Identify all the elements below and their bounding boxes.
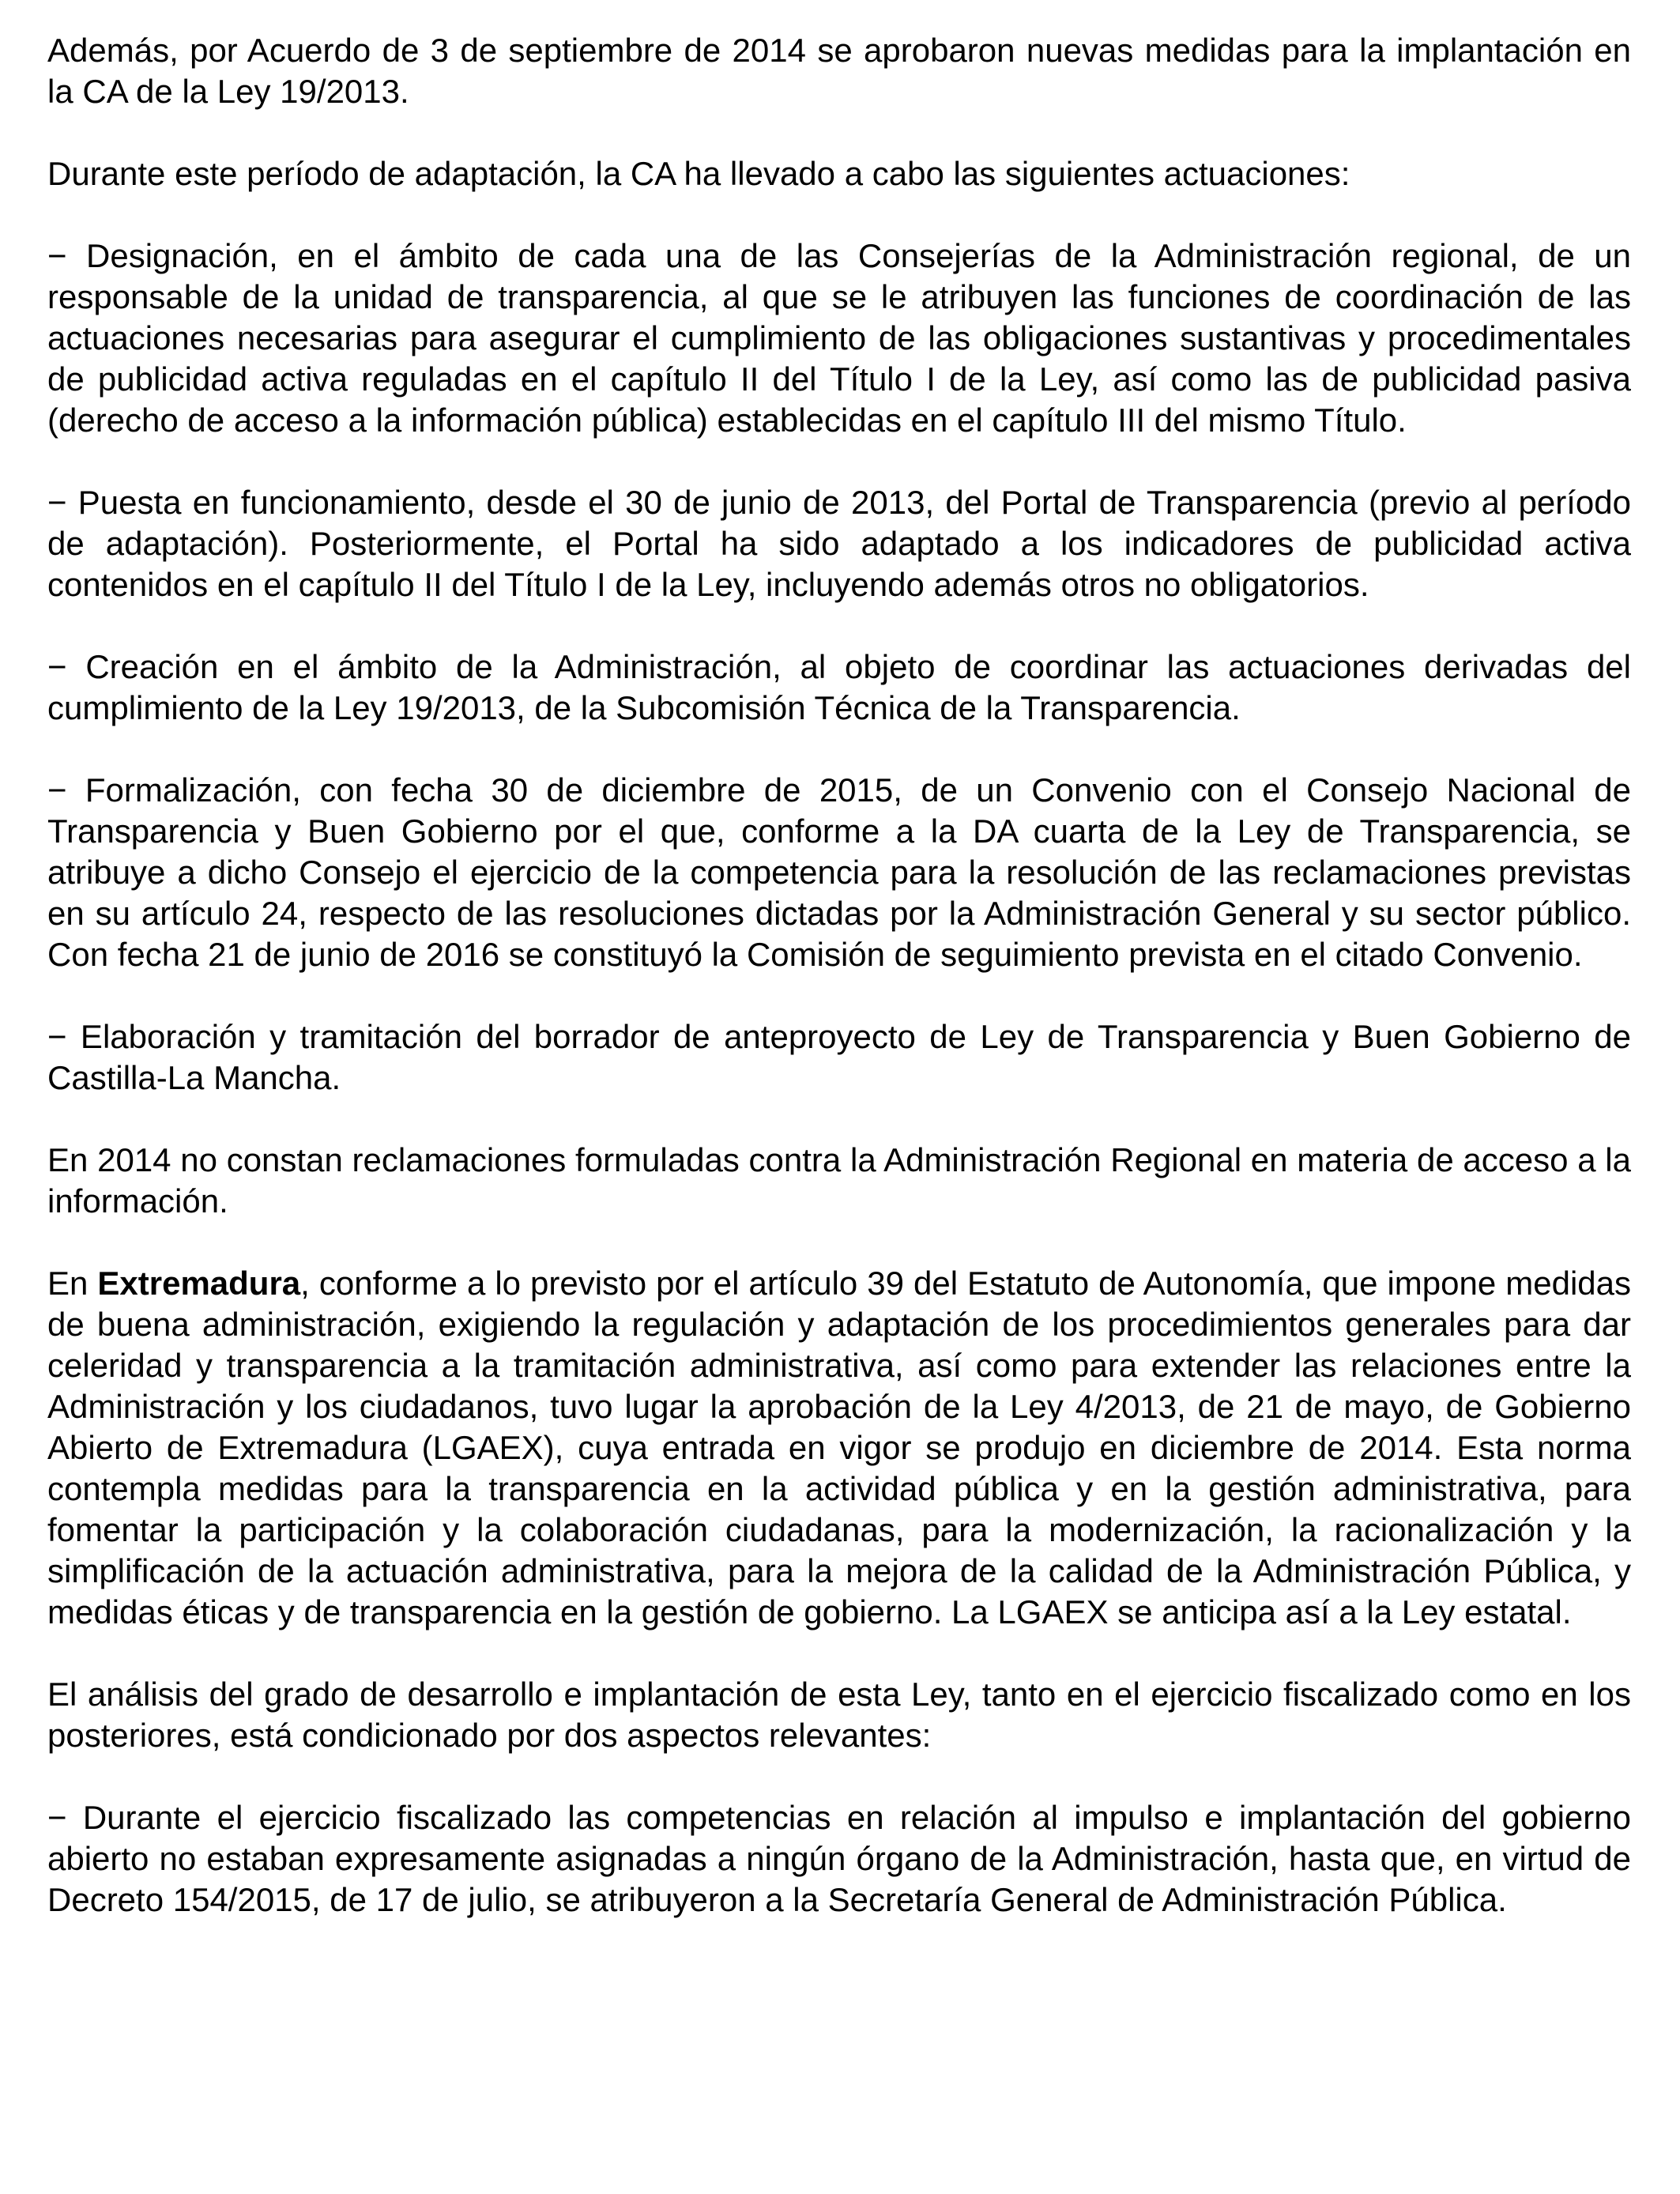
paragraph-reclamaciones-2014: En 2014 no constan reclamaciones formuladas contra la Administración Regional en materia de acceso a la información. xyxy=(47,1141,1631,1220)
list-item-portal-transparencia: − Puesta en funcionamiento, desde el 30 de junio de 2013, del Portal de Transparencia (previo al período de adaptación). Posteriormente, el Portal ha sido adaptado a los indicadores de publicidad activa contenidos en el capítulo II del Título I de la Ley, incluyendo además otros no obligatorios. xyxy=(47,484,1631,603)
region-name-extremadura: Extremadura xyxy=(97,1265,301,1302)
paragraph-extremadura xyxy=(47,1263,1631,1633)
paragraph-body: , conforme a lo previsto por el artículo 39 del Estatuto de Autonomía, que impone medidas de buena administración, exigiendo la regulación y adaptación de los procedimientos generales para dar celeridad y transparencia a la tramitación administrativa, así como para extender las relaciones entre la Administración y los ciudadanos, tuvo lugar la aprobación de la Ley 4/2013, de 21 de mayo, de Gobierno Abierto de Extremadura (LGAEX), cuya entrada en vigor se produjo en diciembre de 2014. Esta norma contempla medidas para la transparencia en la actividad pública y en la gestión administrativa, para fomentar la participación y la colaboración ciudadanas, para la modernización, la racionalización y la simplificación de la actuación administrativa, para la mejora de la calidad de la Administración Pública, y medidas éticas y de transparencia en la gestión de gobierno. La LGAEX se anticipa así a la Ley estatal. xyxy=(47,1265,1631,1630)
paragraph-analisis: El análisis del grado de desarrollo e implantación de esta Ley, tanto en el ejercicio fiscalizado como en los posteriores, está condicionado por dos aspectos relevantes: xyxy=(47,1676,1631,1754)
list-item-subcomision: − Creación en el ámbito de la Administración, al objeto de coordinar las actuaciones derivadas del cumplimiento de la Ley 19/2013, de la Subcomisión Técnica de la Transparencia. xyxy=(47,648,1631,726)
document-page xyxy=(47,30,1631,1921)
list-item-competencias: − Durante el ejercicio fiscalizado las competencias en relación al impulso e implantación del gobierno abierto no estaban expresamente asignadas a ningún órgano de la Administración, hasta que, en virtud de Decreto 154/2015, de 17 de julio, se atribuyeron a la Secretaría General de Administración Pública. xyxy=(47,1799,1631,1918)
paragraph-periodo-adaptacion: Durante este período de adaptación, la CA ha llevado a cabo las siguientes actuaciones: xyxy=(47,155,1350,192)
list-item-anteproyecto: − Elaboración y tramitación del borrador de anteproyecto de Ley de Transparencia y Buen Gobierno de Castilla-La Mancha. xyxy=(47,1018,1631,1096)
list-item-convenio: − Formalización, con fecha 30 de diciembre de 2015, de un Convenio con el Consejo Nacional de Transparencia y Buen Gobierno por el que, conforme a la DA cuarta de la Ley de Transparencia, se atribuye a dicho Consejo el ejercicio de la competencia para la resolución de las reclamaciones previstas en su artículo 24, respecto de las resoluciones dictadas por la Administración General y su sector público. Con fecha 21 de junio de 2016 se constituyó la Comisión de seguimiento prevista en el citado Convenio. xyxy=(47,771,1631,973)
list-item-designacion: − Designación, en el ámbito de cada una de las Consejerías de la Administración regional, de un responsable de la unidad de transparencia, al que se le atribuyen las funciones de coordinación de las actuaciones necesarias para asegurar el cumplimiento de las obligaciones sustantivas y procedimentales de publicidad activa reguladas en el capítulo II del Título I de la Ley, así como las de publicidad pasiva (derecho de acceso a la información pública) establecidas en el capítulo III del mismo Título. xyxy=(47,237,1631,439)
paragraph-acuerdo-2014: Además, por Acuerdo de 3 de septiembre de 2014 se aprobaron nuevas medidas para la implantación en la CA de la Ley 19/2013. xyxy=(47,32,1631,110)
paragraph-prefix: En xyxy=(47,1265,98,1302)
